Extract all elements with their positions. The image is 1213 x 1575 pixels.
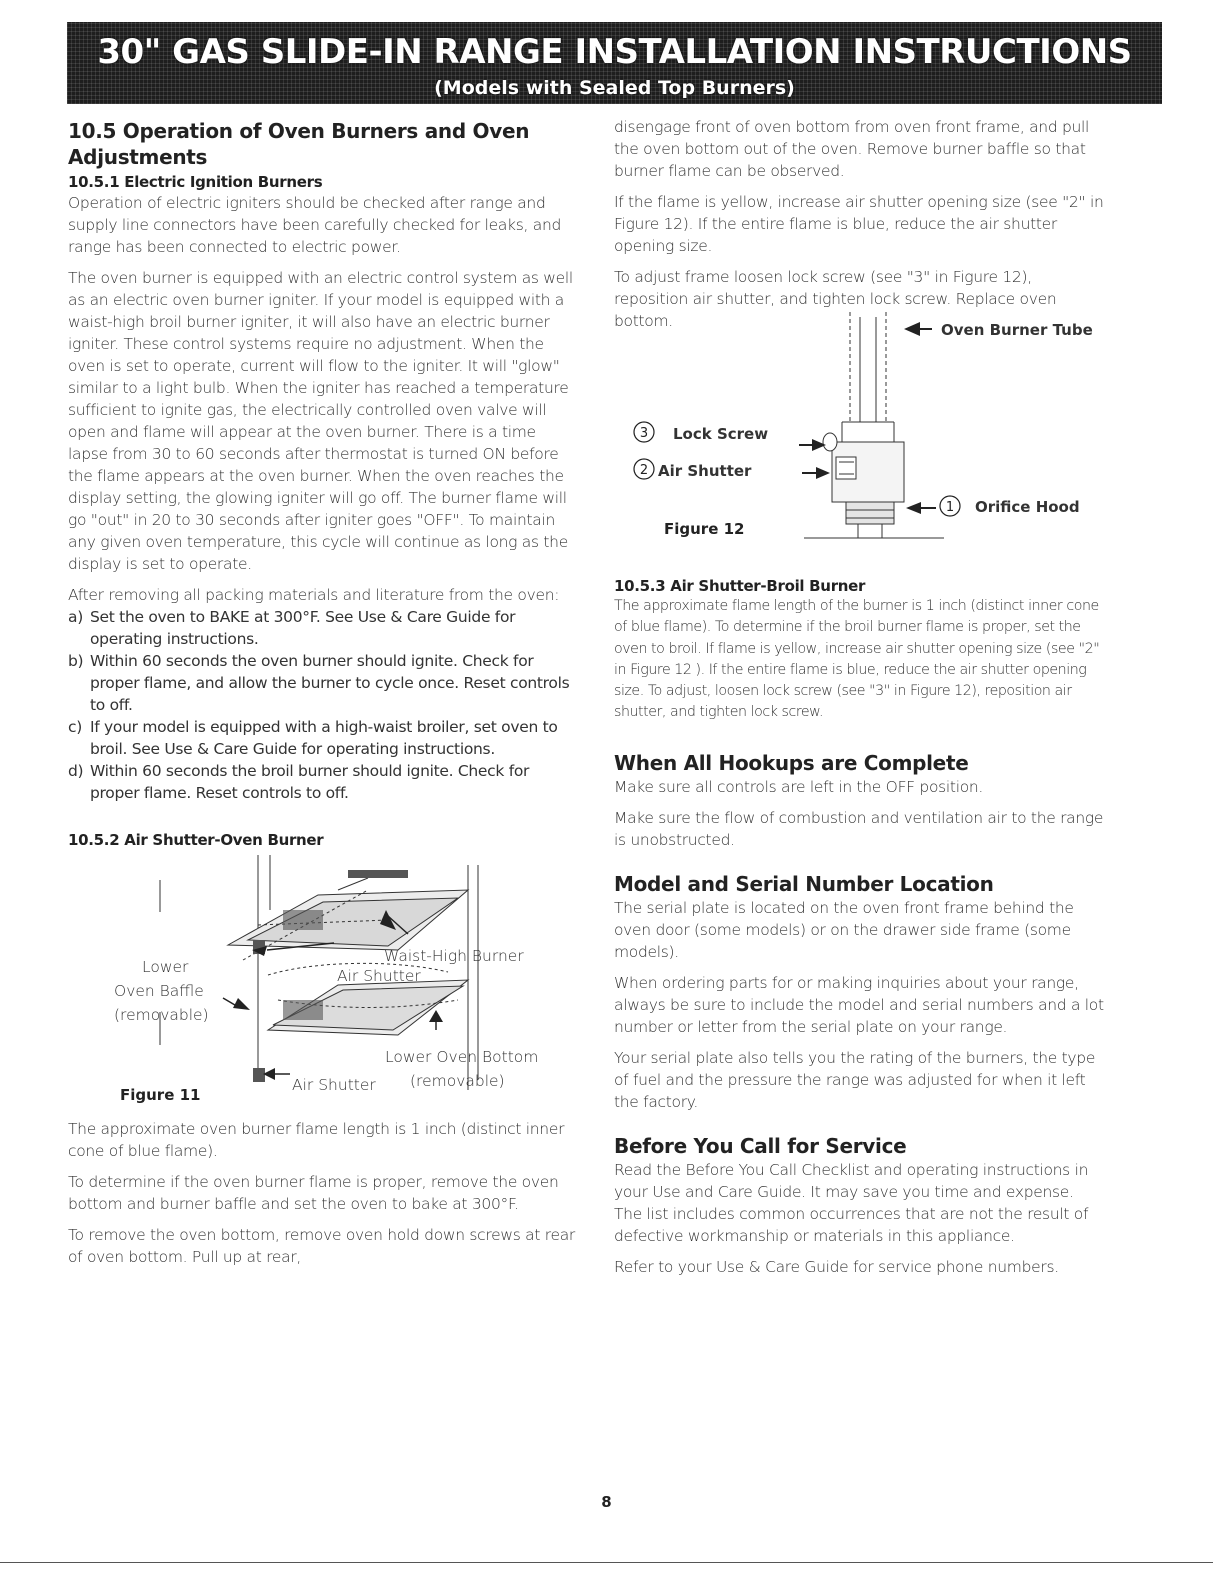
subsection-heading-10-5-3: 10.5.3 Air Shutter-Broil Burner <box>614 577 866 595</box>
list-item: d) Within 60 seconds the broil burner should ignite. Check for proper flame. Reset controls to off. <box>68 762 530 802</box>
paragraph: To remove the oven bottom, remove oven hold down screws at rear of oven bottom. Pull up at rear, <box>68 1226 575 1266</box>
label-lower-oven-bottom: Lower Oven Bottom <box>385 1048 539 1066</box>
page-number: 8 <box>601 1493 612 1511</box>
paragraph: Refer to your Use & Care Guide for service phone numbers. <box>614 1257 1059 1276</box>
section-heading-service: Before You Call for Service <box>614 1133 907 1158</box>
step-list <box>68 606 580 804</box>
section-heading-model-serial: Model and Serial Number Location <box>614 871 994 896</box>
header-banner <box>67 22 1162 104</box>
label-removable-bottom: (removable) <box>410 1072 505 1090</box>
figure-12 <box>614 312 1104 574</box>
paragraph: disengage front of oven bottom from oven front frame, and pull the oven bottom out of the oven. Remove burner baffle so that burner flame can be observed. <box>614 118 1090 180</box>
air-shutter-diagram <box>614 312 1104 574</box>
oven-burner-diagram <box>68 850 580 1118</box>
paragraph: To determine if the oven burner flame is proper, remove the oven bottom and burner baffle and set the oven to bake at 300°F. <box>68 1173 559 1213</box>
subsection-heading-10-5-2: 10.5.2 Air Shutter-Oven Burner <box>68 831 324 849</box>
figure-12-caption: Figure 12 <box>664 520 745 538</box>
paragraph: Make sure all controls are left in the OFF position. <box>614 777 984 796</box>
right-column <box>614 116 1104 1287</box>
paragraph: To adjust frame loosen lock screw (see "3" in Figure 12), reposition air shutter, and tighten lock screw. Replace oven bottom. <box>614 268 1057 330</box>
list-item: c) If your model is equipped with a high-waist broiler, set oven to broil. See Use & Care Guide for operating instructions. <box>68 718 558 758</box>
callout-3-number: 3 <box>639 426 649 441</box>
paragraph: The approximate flame length of the burner is 1 inch (distinct inner cone of blue flame). To determine if the broil burner flame is proper, set the oven to broil. If flame is yellow, increase air shutter opening size (see "2" in Figure 12 ). If the entire flame is blue, reduce the air shutter opening size. To adjust, loosen lock screw (see "3" in Figure 12), reposition air shutter, and tighten lock screw. <box>614 598 1100 721</box>
label-lock-screw: Lock Screw <box>673 425 769 443</box>
figure-11-caption: Figure 11 <box>120 1086 201 1104</box>
paragraph: Read the Before You Call Checklist and operating instructions in your Use and Care Guide. It may save you time and expense. The list includes common occurrences that are not the result of defective workmanship or materials in this appliance. <box>614 1160 1089 1245</box>
subsection-heading-10-5-1: 10.5.1 Electric Ignition Burners <box>68 173 323 191</box>
label-air-shutter-bottom: Air Shutter <box>292 1076 376 1094</box>
paragraph: The serial plate is located on the oven front frame behind the oven door (some models) or on the drawer side frame (some models). <box>614 898 1074 961</box>
label-oven-burner-tube: Oven Burner Tube <box>941 321 1093 339</box>
bottom-rule <box>0 1562 1213 1563</box>
paragraph: The approximate oven burner flame length is 1 inch (distinct inner cone of blue flame). <box>68 1120 565 1160</box>
label-removable: (removable) <box>114 1006 209 1024</box>
section-heading-hookups: When All Hookups are Complete <box>614 750 969 775</box>
label-air-shutter: Air Shutter <box>658 462 752 480</box>
left-column <box>68 116 580 1277</box>
paragraph: When ordering parts for or making inquiries about your range, always be sure to include the model and serial numbers and a lot number or letter from the serial plate on your range. <box>614 973 1104 1036</box>
label-air-shutter-top: Air Shutter <box>337 967 421 985</box>
label-lower: Lower <box>142 958 189 976</box>
label-oven-baffle: Oven Baffle <box>114 982 204 1000</box>
paragraph: Operation of electric igniters should be checked after range and supply line connectors have been carefully checked for leaks, and range has been connected to electric power. <box>68 194 562 256</box>
callout-1-number: 1 <box>945 500 955 515</box>
label-waist-high-burner: Waist-High Burner <box>384 947 524 965</box>
list-item: b) Within 60 seconds the oven burner should ignite. Check for proper flame, and allow the burner to cycle once. Reset controls to off. <box>68 652 570 714</box>
page-subtitle: (Models with Sealed Top Burners) <box>434 77 795 99</box>
paragraph: If the flame is yellow, increase air shutter opening size (see "2" in Figure 12). If the entire flame is blue, reduce the air shutter opening size. <box>614 193 1104 255</box>
label-orifice-hood: Orifice Hood <box>975 498 1080 516</box>
paragraph: Make sure the flow of combustion and ventilation air to the range is unobstructed. <box>614 808 1104 849</box>
list-item: a) Set the oven to BAKE at 300°F. See Use & Care Guide for operating instructions. <box>68 608 516 648</box>
page-title: 30" GAS SLIDE-IN RANGE INSTALLATION INSTRUCTIONS <box>97 32 1132 72</box>
paragraph: After removing all packing materials and literature from the oven: <box>68 586 560 604</box>
paragraph: Your serial plate also tells you the rating of the burners, the type of fuel and the pressure the range was adjusted for when it left the factory. <box>614 1048 1096 1111</box>
callout-2-number: 2 <box>639 463 649 478</box>
section-heading-10-5: 10.5 Operation of Oven Burners and Oven Adjustments <box>68 119 530 169</box>
figure-11 <box>68 850 580 1118</box>
paragraph: The oven burner is equipped with an electric control system as well as an electric oven burner igniter. If your model is equipped with a waist-high broil burner igniter, it will also have an electric burner igniter. These control systems require no adjustment. When the oven is set to operate, current will flow to the igniter. It will "glow" similar to a light bulb. When the igniter has reached a temperature sufficient to ignite gas, the electrically controlled oven valve will open and flame will appear at the oven burner. There is a time lapse from 30 to 60 seconds after thermostat is turned ON before the flame appears at the oven burner. When the oven reaches the display setting, the glowing igniter will go off. The burner flame will go "out" in 20 to 30 seconds after igniter goes "OFF". To maintain any given oven temperature, this cycle will continue as long as the display is set to operate. <box>68 269 573 573</box>
